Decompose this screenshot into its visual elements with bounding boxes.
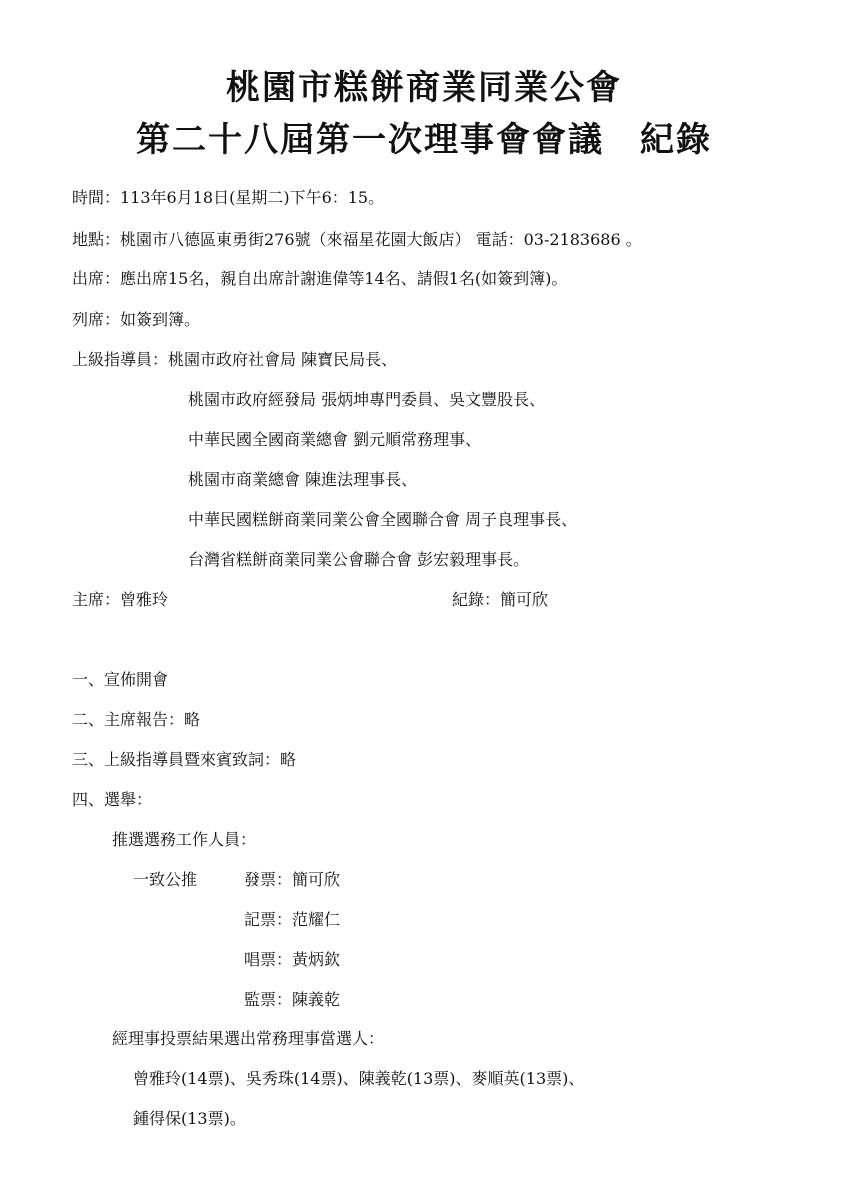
result-line-1: 曾雅玲(14票)、吳秀珠(14票)、陳義乾(13票)、麥順英(13票)、	[133, 1069, 585, 1088]
agenda-item-4: 四、選舉：	[72, 790, 153, 809]
document-subtitle: 第二十八屆第一次理事會會議 紀錄	[136, 120, 712, 160]
guide-line-1: 上級指導員：桃園市政府社會局 陳寶民局長、	[72, 350, 398, 369]
guide-line-6: 台灣省糕餅商業同業公會聯合會 彭宏毅理事長。	[188, 550, 530, 569]
caller-line: 唱票：黃炳欽	[244, 950, 341, 969]
unanimous-label: 一致公推	[133, 870, 198, 889]
agenda-item-3: 三、上級指導員暨來賓致詞：略	[72, 750, 297, 769]
guide-line-2: 桃園市政府經發局 張炳坤專門委員、吳文豐股長、	[188, 390, 546, 409]
meeting-chair: 主席：曾雅玲	[72, 590, 169, 609]
meeting-time: 時間：113年6月18日(星期二)下午6：15。	[72, 188, 385, 207]
election-staff-heading: 推選選務工作人員：	[112, 830, 257, 849]
document-title: 桃園市糕餅商業同業公會	[226, 68, 622, 108]
counter-line: 記票：范耀仁	[244, 910, 341, 929]
agenda-item-1: 一、宣佈開會	[72, 670, 169, 689]
guide-line-3: 中華民國全國商業總會 劉元順常務理事、	[188, 430, 482, 449]
meeting-observers: 列席：如簽到簿。	[72, 310, 201, 329]
guide-line-5: 中華民國糕餅商業同業公會全國聯合會 周子良理事長、	[188, 510, 578, 529]
guide-line-4: 桃園市商業總會 陳進法理事長、	[188, 470, 418, 489]
meeting-location: 地點：桃園市八德區東勇街276號（來福星花園大飯店） 電話：03-2183686 。	[72, 230, 642, 249]
issuer-line: 發票：簡可欣	[244, 870, 341, 889]
result-heading: 經理事投票結果選出常務理事當選人：	[112, 1029, 385, 1048]
meeting-attendance: 出席：應出席15名，親自出席計謝進偉等14名、請假1名(如簽到簿)。	[72, 269, 568, 288]
meeting-recorder: 紀錄：簡可欣	[452, 590, 549, 609]
agenda-item-2: 二、主席報告：略	[72, 710, 201, 729]
monitor-line: 監票：陳義乾	[244, 990, 341, 1009]
result-line-2: 鍾得保(13票)。	[133, 1109, 246, 1128]
